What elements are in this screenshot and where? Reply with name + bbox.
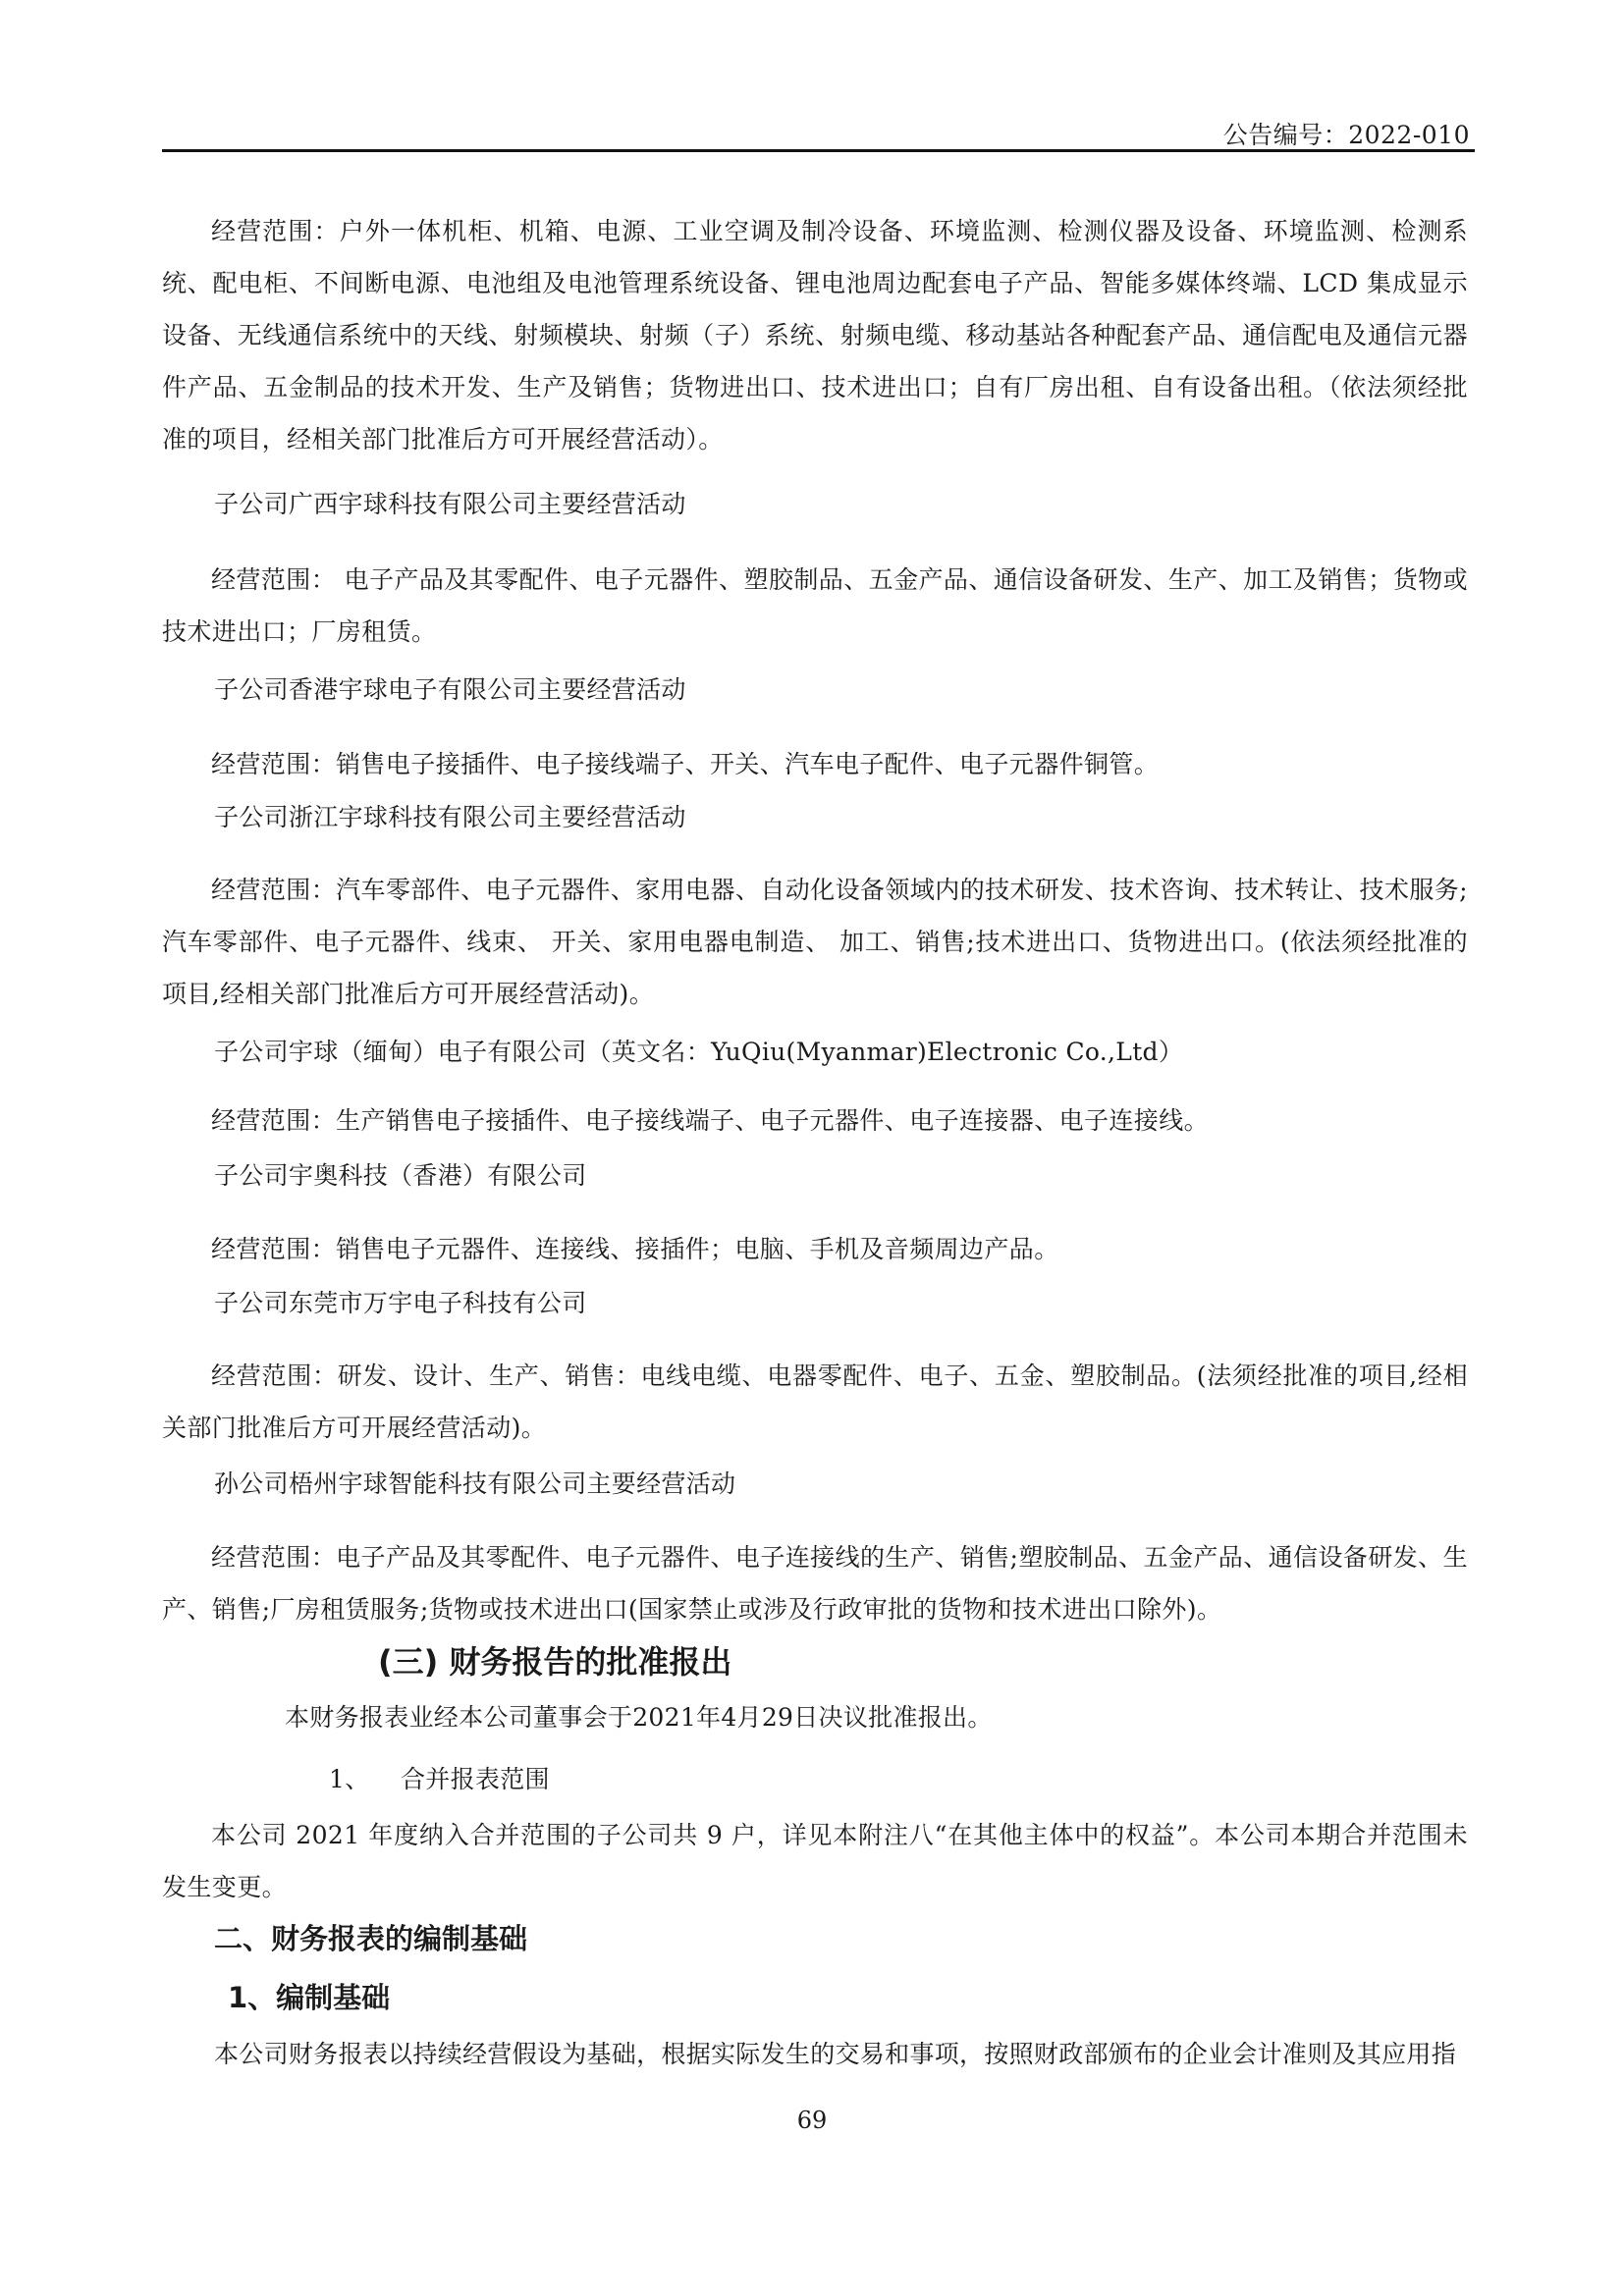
subsidiary-heading-zhejiang: 子公司浙江宇球科技有限公司主要经营活动 — [214, 803, 686, 831]
business-scope-myanmar: 经营范围：生产销售电子接插件、电子接线端子、电子元器件、电子连接器、电子连接线。 — [211, 1106, 1210, 1135]
basis-paragraph: 本公司财务报表以持续经营假设为基础，根据实际发生的交易和事项，按照财政部颁布的企业会计准则及其应用指 — [214, 2040, 1457, 2068]
subsidiary-heading-guangxi: 子公司广西宇球科技有限公司主要经营活动 — [214, 490, 686, 518]
section-heading-approval: (三) 财务报告的批准报出 — [378, 1643, 732, 1681]
announcement-number: 公告编号：2022-010 — [1222, 121, 1470, 149]
business-scope-hongkong: 经营范围：销售电子接插件、电子接线端子、开关、汽车电子配件、电子元器件铜管。 — [211, 750, 1160, 778]
consolidation-paragraph: 本公司 2021 年度纳入合并范围的子公司共 9 户，详见本附注八“在其他主体中的权益”。本公司本期合并范围未发生变更。 — [162, 1821, 1468, 1901]
business-scope-zhejiang: 经营范围：汽车零部件、电子元器件、家用电器、自动化设备领域内的技术研发、技术咨询、技术转让、技术服务;汽车零部件、电子元器件、线束、 开关、家用电器电制造、 加工、销售;技术进出口、货物进出口。(依法须经批准的项目,经相关部门批准后方可开展经营活动)。 — [162, 876, 1468, 1008]
header-divider — [162, 149, 1475, 152]
subsection-heading-basis: 1、编制基础 — [228, 1981, 391, 2014]
subsidiary-heading-hongkong: 子公司香港宇球电子有限公司主要经营活动 — [214, 675, 686, 704]
subsidiary-heading-yuao: 子公司宇奥科技（香港）有限公司 — [214, 1161, 587, 1190]
business-scope-wuzhou: 经营范围：电子产品及其零配件、电子元器件、电子连接线的生产、销售;塑胶制品、五金产品、通信设备研发、生产、销售;厂房租赁服务;货物或技术进出口(国家禁止或涉及行政审批的货物和技术进出口除外)。 — [162, 1543, 1468, 1624]
subsidiary-heading-wuzhou: 孙公司梧州宇球智能科技有限公司主要经营活动 — [214, 1469, 736, 1498]
business-scope-yuao: 经营范围：销售电子元器件、连接线、接插件；电脑、手机及音频周边产品。 — [211, 1235, 1059, 1263]
section-heading-preparation-basis: 二、财务报表的编制基础 — [214, 1922, 528, 1955]
item-number: 1、 — [329, 1765, 370, 1793]
approval-statement: 本财务报表业经本公司董事会于2021年4月29日决议批准报出。 — [285, 1703, 993, 1732]
subsidiary-heading-myanmar: 子公司宇球（缅甸）电子有限公司（英文名：YuQiu(Myanmar)Electronic Co.,Ltd） — [214, 1038, 1184, 1066]
business-scope-dongguan: 经营范围：研发、设计、生产、销售：电线电缆、电器零配件、电子、五金、塑胶制品。(法须经批准的项目,经相关部门批准后方可开展经营活动)。 — [162, 1362, 1468, 1442]
subsidiary-heading-dongguan: 子公司东莞市万宇电子科技有公司 — [214, 1289, 587, 1317]
item-label-consolidation-scope: 合并报表范围 — [401, 1765, 550, 1793]
page-number: 69 — [796, 2107, 828, 2134]
business-scope-guangxi: 经营范围： 电子产品及其零配件、电子元器件、塑胶制品、五金产品、通信设备研发、生产、加工及销售；货物或技术进出口；厂房租赁。 — [162, 565, 1468, 646]
business-scope-paragraph: 经营范围：户外一体机柜、机箱、电源、工业空调及制冷设备、环境监测、检测仪器及设备、环境监测、检测系统、配电柜、不间断电源、电池组及电池管理系统设备、锂电池周边配套电子产品、智能多媒体终端、LCD 集成显示设备、无线通信系统中的天线、射频模块、射频（子）系统、射频电缆、移动基站各种配套产品、通信配电及通信元器件产品、五金制品的技术开发、生产及销售；货物进出口、技术进出口；自有厂房出租、自有设备出租。（依法须经批准的项目，经相关部门批准后方可开展经营活动）。 — [162, 217, 1468, 454]
